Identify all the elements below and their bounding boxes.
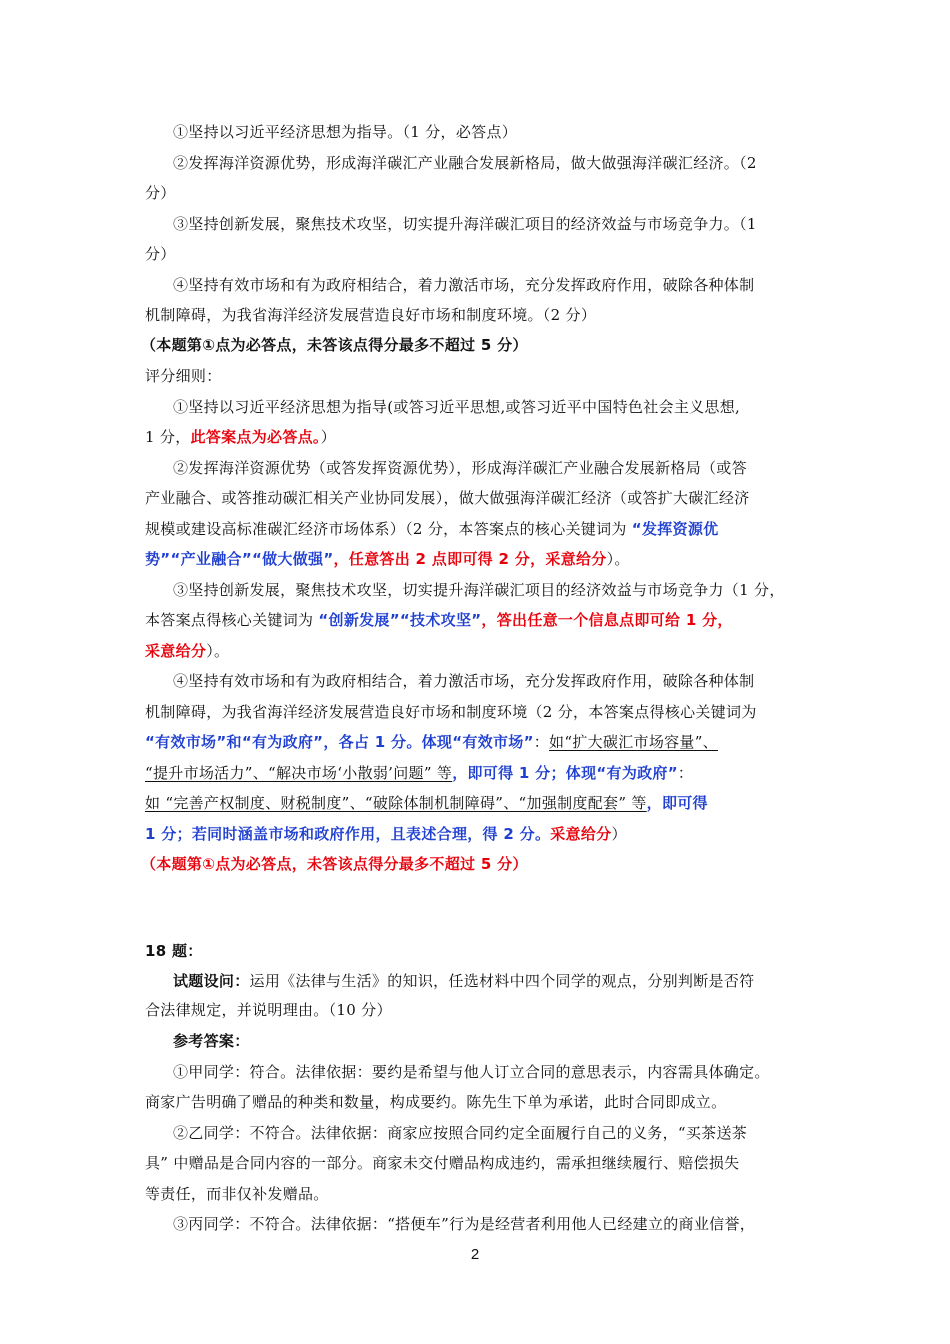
rule-2-keyword: “发挥资源优 <box>631 520 719 538</box>
rule-4-keyword-gov: ，即可得 1 分；体现“有为政府” <box>452 764 678 782</box>
rule-2-text: 规模或建设高标准碳汇经济市场体系）（2 分，本答案点的核心关键词为 <box>145 520 632 538</box>
rule-4-score-cont: 1 分；若同时涵盖市场和政府作用，且表述合理，得 2 分。 <box>145 825 551 843</box>
q18-answer-1-cont: 商家广告明确了赠品的种类和数量，构成要约。陈先生下单为承诺，此时合同即成立。 <box>145 1093 727 1111</box>
rule-4: ④坚持有效市场和有为政府相结合，着力激活市场，充分发挥政府作用，破除各种体制 <box>173 672 755 690</box>
answer-point-4-cont: 机制障碍，为我省海洋经济发展营造良好市场和制度环境。（2 分） <box>145 306 597 324</box>
question-18-title: 18 题： <box>145 942 203 960</box>
answer-point-3-cont: 分） <box>145 245 176 263</box>
q18-answer-2-cont2: 等责任，而非仅补发赠品。 <box>145 1185 329 1203</box>
question-text: 运用《法律与生活》的知识，任选材料中四个同学的观点，分别判断是否符 <box>249 972 755 990</box>
rule-4-example-3: 如 “完善产权制度、财税制度”、“破除体制机制障碍”、“加强制度配套” 等 <box>145 794 647 812</box>
mandatory-note-red: （本题第①点为必答点，未答该点得分最多不超过 5 分） <box>141 855 528 873</box>
rule-3-highlight-cont: 采意给分 <box>145 642 207 660</box>
answer-point-2: ②发挥海洋资源优势，形成海洋碳汇产业融合发展新格局，做大做强海洋碳汇经济。（2 <box>173 154 757 172</box>
rule-2-close: ）。 <box>606 550 630 568</box>
rule-3-line3 <box>145 641 229 661</box>
rule-2-line4 <box>145 549 630 569</box>
rule-4-keywords: “有效市场”和“有为政府”，各占 1 分。体现“有效市场” <box>145 733 534 751</box>
rule-2-line3 <box>145 519 718 539</box>
rule-3-line2 <box>145 610 733 630</box>
rule-2-highlight: ，任意答出 2 点即可得 2 分，采意给分 <box>333 550 607 568</box>
mandatory-note: （本题第①点为必答点，未答该点得分最多不超过 5 分） <box>141 336 528 354</box>
q18-answer-2: ②乙同学：不符合。法律依据：商家应按照合同约定全面履行自己的义务，“买茶送茶 <box>173 1124 748 1142</box>
rule-1-highlight: 此答案点为必答点。 <box>190 428 321 446</box>
rule-3-highlight: ，答出任意一个信息点即可给 1 分， <box>481 611 733 629</box>
rule-4-line6 <box>145 824 627 844</box>
rule-1-close: ） <box>320 428 337 446</box>
rule-4-colon: ： <box>533 733 550 751</box>
answer-point-3: ③坚持创新发展，聚焦技术攻坚，切实提升海洋碳汇项目的经济效益与市场竞争力。（1 <box>173 215 757 233</box>
rule-2: ②发挥海洋资源优势（或答发挥资源优势），形成海洋碳汇产业融合发展新格局（或答 <box>173 459 747 477</box>
scoring-rules-title: 评分细则： <box>145 367 222 385</box>
rule-1-score: 1 分， <box>145 428 191 446</box>
rule-3-close: ）。 <box>206 642 230 660</box>
rule-3-text: 本答案点得核心关键词为 <box>145 611 319 629</box>
answer-point-2-cont: 分） <box>145 184 176 202</box>
rule-3-keywords: “创新发展”“技术攻坚” <box>318 611 482 629</box>
rule-4-highlight: 采意给分 <box>550 825 612 843</box>
reference-answer-label: 参考答案： <box>173 1032 250 1050</box>
question-18-prompt <box>173 971 754 991</box>
question-label: 试题设问： <box>173 972 250 990</box>
rule-4-example-2: “提升市场活力”、“解决市场‘小散弱’问题” 等 <box>145 764 453 782</box>
question-18-prompt-cont: 合法律规定，并说明理由。（10 分） <box>145 1001 392 1019</box>
rule-4-colon-2: ： <box>677 764 694 782</box>
page-number: 2 <box>470 1246 480 1263</box>
rule-4-line3 <box>145 732 718 752</box>
rule-4-line4 <box>145 763 693 783</box>
rule-4-score: ，即可得 <box>646 794 708 812</box>
rule-4-line5 <box>145 793 708 813</box>
rule-4-example-1: 如“扩大碳汇市场容量”、 <box>549 733 718 751</box>
rule-1-cont <box>145 427 336 447</box>
rule-2-line2: 产业融合、或答推动碳汇相关产业协同发展），做大做强海洋碳汇经济（或答扩大碳汇经济 <box>145 489 750 507</box>
rule-2-keywords: 势”“产业融合”“做大做强” <box>145 550 334 568</box>
answer-point-1: ①坚持以习近平经济思想为指导。（1 分，必答点） <box>173 123 518 141</box>
q18-answer-3: ③丙同学：不符合。法律依据：“搭便车”行为是经营者利用他人已经建立的商业信誉， <box>173 1215 756 1233</box>
rule-4-close: ） <box>611 825 627 843</box>
rule-4-line2: 机制障碍，为我省海洋经济发展营造良好市场和制度环境（2 分，本答案点得核心关键词为 <box>145 703 757 721</box>
rule-1: ①坚持以习近平经济思想为指导(或答习近平思想,或答习近平中国特色社会主义思想, <box>173 398 741 416</box>
rule-3: ③坚持创新发展，聚焦技术攻坚，切实提升海洋碳汇项目的经济效益与市场竞争力（1 分， <box>173 581 785 599</box>
q18-answer-1: ①甲同学：符合。法律依据：要约是希望与他人订立合同的意思表示，内容需具体确定。 <box>173 1063 770 1081</box>
q18-answer-2-cont: 具” 中赠品是合同内容的一部分。商家未交付赠品构成违约，需承担继续履行、赔偿损失 <box>145 1154 740 1172</box>
answer-point-4: ④坚持有效市场和有为政府相结合，着力激活市场，充分发挥政府作用，破除各种体制 <box>173 276 755 294</box>
